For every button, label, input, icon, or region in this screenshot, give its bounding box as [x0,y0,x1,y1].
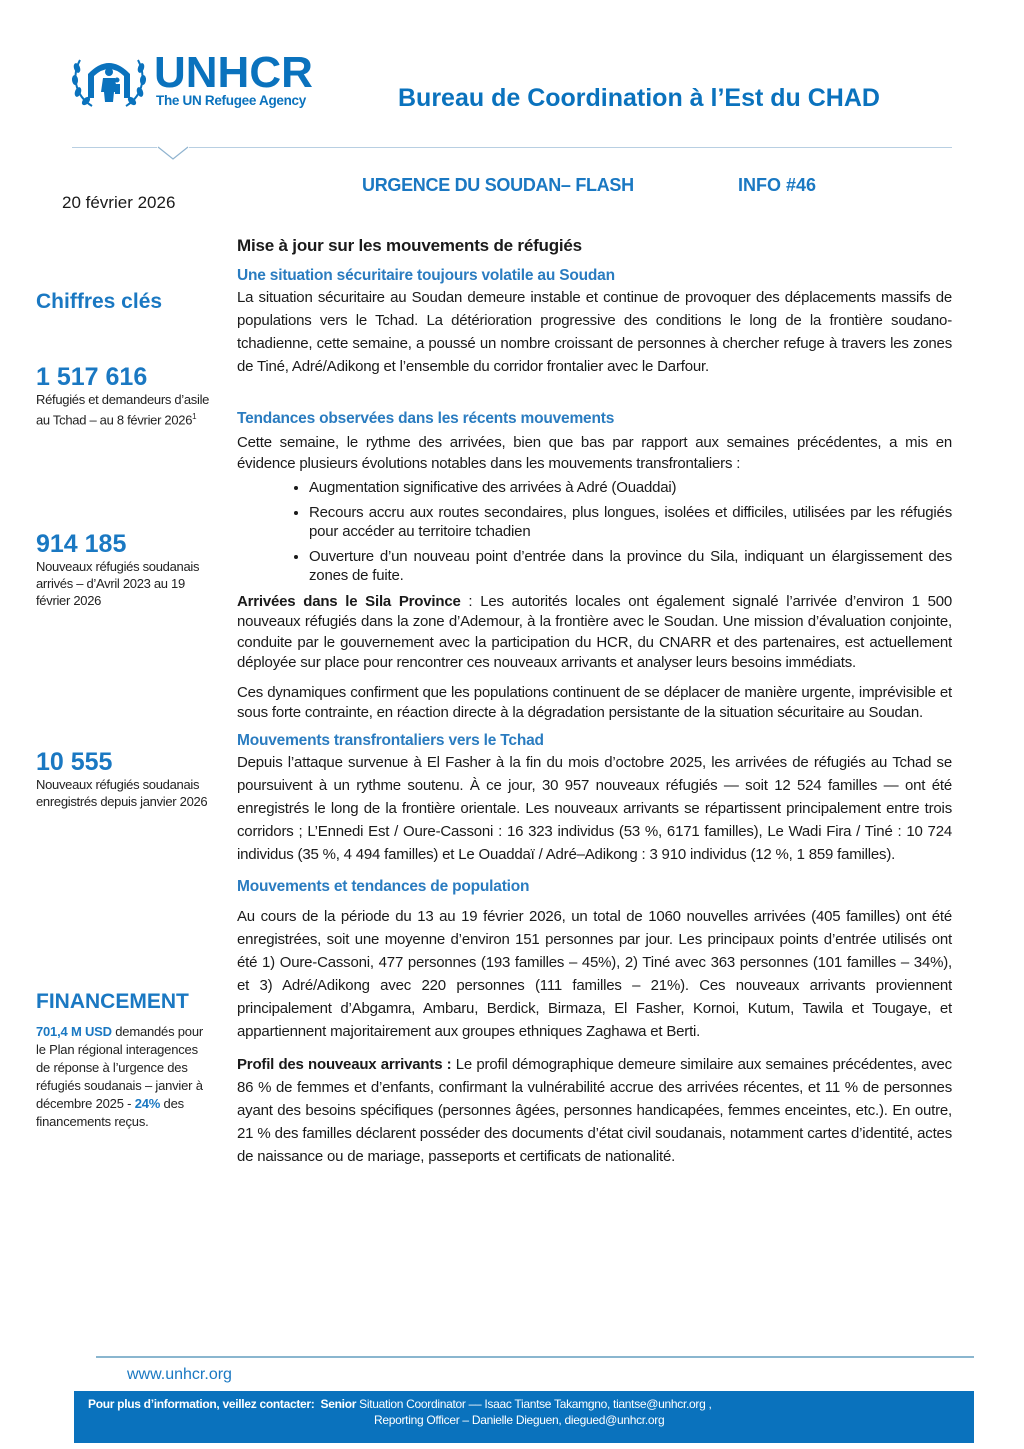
contact-line-1: Pour plus d’information, veillez contacter: Senior Situation Coordinator –– Isaac Tiantse Takamgno, tiantse@unhcr.org , [88,1397,712,1411]
sila-paragraph: Arrivées dans le Sila Province : Les autorités locales ont également signalé l’arrivée d’environ 1 500 nouveaux réfugiés dans la zone d’Ademour, à la frontière avec le Soudan. Une mission d’évaluation conjointe, conduite par le gouvernement avec la participation du HCR, du CNARR et des partenaires, est actuellement déployée sur place pour rencontrer ces nouveaux arrivants et analyser leurs besoins immédiats. [237,592,953,671]
contact-label: Pour plus d’information, veillez contacter: [88,1397,315,1411]
unhcr-logo [70,48,340,114]
footer-divider [96,1356,974,1358]
section-heading: Mouvements et tendances de population [237,877,530,895]
stat-value: 10 555 [36,748,113,776]
chevron-down-icon [157,143,189,161]
profile-lead: Profil des nouveaux arrivants : [237,1055,452,1073]
list-item: • Augmentation significative des arrivées à Adré (Ouaddai) [309,478,952,498]
stat-registered-2026 [36,748,216,810]
funding-percent: 24% [134,1096,161,1111]
stat-value: 914 185 [36,530,127,558]
stat-new-arrivals [36,530,216,609]
section-heading: Mouvements transfrontaliers vers le Tchad [237,731,544,749]
section-heading: Tendances observées dans les récents mouvements [237,410,615,427]
conclusion-paragraph: Ces dynamiques confirment que les populations continuent de se déplacer de manière urgente, imprévisible et sous forte contrainte, en réaction directe à la dégradation persistante de la situation sécuritaire au Soudan. [237,683,952,721]
stat-total-refugees [36,363,216,428]
main-content [237,236,952,1168]
section-trends [237,408,952,724]
list-item: • Recours accru aux routes secondaires, plus longues, isolées et difficiles, utilisées par les réfugiés pour accéder au territoire tchadien [309,503,952,542]
main-title: Mise à jour sur les mouvements de réfugiés [237,236,582,255]
stat-description: Réfugiés et demandeurs d’asile au Tchad – au 8 février 2026$^1$ [36,392,210,428]
logo-subtitle: The UN Refugee Agency [156,93,306,108]
report-date: 20 février 2026 [62,193,176,212]
section-population-trends [237,876,952,1168]
funding-text: 701,4 M USD demandés pour le Plan régional interagences de réponse à l’urgence des réfugiés soudanais – janvier à décembre 2025 - 24% des financements reçus. [36,1024,203,1129]
funding-amount: 701,4 M USD [36,1024,112,1039]
section-crossborder [237,730,952,866]
funding-heading: FINANCEMENT [36,990,189,1013]
logo-wordmark: UNHCR [154,48,313,97]
stat-value: 1 517 616 [36,363,148,391]
unhcr-emblem-icon [70,50,148,112]
section-security [237,265,952,378]
trends-list [237,478,952,586]
header-divider [72,147,952,148]
section-intro: Cette semaine, le rythme des arrivées, bien que bas par rapport aux semaines précédentes, a mis en évidence plusieurs évolutions notables dans les mouvements transfrontaliers : [237,434,952,472]
stat-description: Nouveaux réfugiés soudanais enregistrés depuis janvier 2026 [36,777,208,809]
section-paragraph: La situation sécuritaire au Soudan demeure instable et continue de provoquer des déplacements massifs de populations vers le Tchad. La détérioration progressive des conditions le long de la frontière soudano-tchadienne, cette semaine, a poussé un nombre croissant de personnes à chercher refuge à travers les zones de Tiné, Adré/Adikong et l’ensemble du corridor frontalier avec le Darfour. [237,289,952,375]
office-title: Bureau de Coordination à l’Est du CHAD [398,84,880,112]
profile-paragraph: Profil des nouveaux arrivants : Le profil démographique demeure similaire aux semaines précédentes, avec 86 % de femmes et d’enfants, confirmant la vulnérabilité accrue des arrivées récentes, et 11 % de personnes ayant des besoins spécifiques (personnes âgées, personnes handicapées, femmes enceintes, etc.). En outre, 21 % des familles déclarent posséder des documents d’état civil soudanais, notamment cartes d’identité, actes de naissance ou de mariage, passeports et certificats de nationalité. [237,1055,952,1165]
contact-coordinator: Situation Coordinator –– Isaac Tiantse Takamgno, tiantse@unhcr.org , [356,1397,712,1411]
key-figures-heading: Chiffres clés [36,290,163,313]
flash-title: URGENCE DU SOUDAN– FLASH [362,175,634,195]
list-item: • Ouverture d’un nouveau point d’entrée dans la province du Sila, indiquant un élargissement des zones de fuite. [309,547,952,586]
section-paragraph: Depuis l’attaque survenue à El Fasher à la fin du mois d’octobre 2025, les arrivées de réfugiés au Tchad se poursuivent à un rythme soutenu. À ce jour, 30 957 nouveaux réfugiés — soit 12 524 familles — ont été enregistrés le long de la frontière orientale. Les nouveaux arrivants se répartissent principalement entre trois corridors ; L’Ennedi Est / Oure-Cassoni : 16 323 individus (53 %, 6171 familles), Le Wadi Fira / Tiné : 10 724 individus (35 %, 4 494 familles) et Le Ouaddaï / Adré–Adikong : 3 910 individus (12 %, 1 859 familles). [237,753,952,863]
stat-description: Nouveaux réfugiés soudanais arrivés – d’Avril 2023 au 19 février 2026 [36,559,200,608]
contact-bar [74,1391,974,1443]
contact-line-2: Reporting Officer – Danielle Dieguen, diegued@unhcr.org [374,1413,665,1427]
website-link[interactable]: www.unhcr.org [127,1366,232,1383]
footnote-marker: 1 [192,412,197,421]
flash-info-number: INFO #46 [738,175,817,195]
sila-lead: Arrivées dans le Sila Province [237,592,461,610]
section-paragraph: Au cours de la période du 13 au 19 février 2026, un total de 1060 nouvelles arrivées (405 familles) ont été enregistrées, soit une moyenne d’environ 151 personnes par jour. Les principaux points d’entrée utilisés ont été 1) Oure-Cassoni, 477 personnes (193 familles – 45%), 2) Tiné avec 363 personnes (101 familles – 34%), et 3) Adré/Adikong avec 220 personnes (111 familles – 21%). Ces nouveaux arrivants proviennent principalement d’Abgamra, Ambaru, Berdick, Birmaza, El Fasher, Kornoi, Kutum, Tawila et Tougaye, et appartiennent majoritairement aux groupes ethniques Zaghawa et Berti. [237,907,952,1040]
section-heading: Une situation sécuritaire toujours volatile au Soudan [237,267,615,284]
